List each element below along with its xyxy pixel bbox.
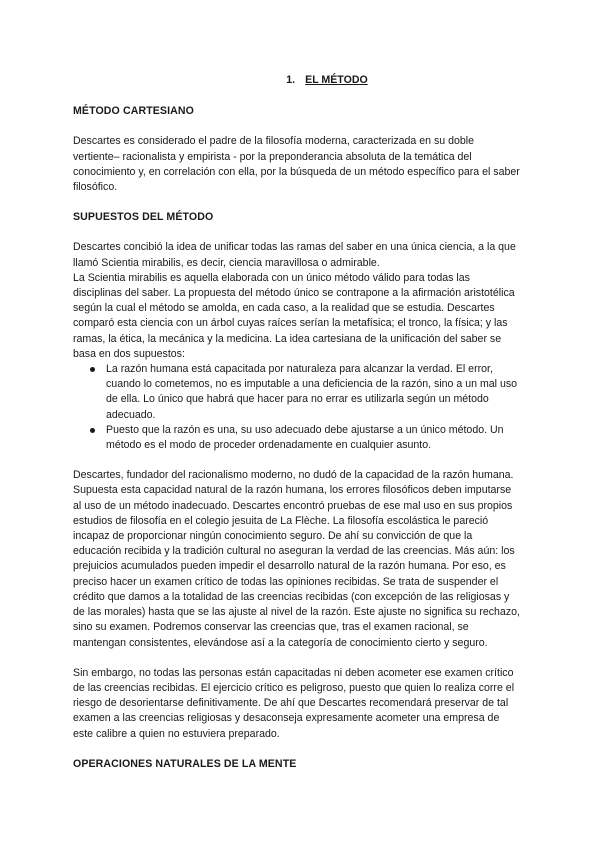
section-heading-supuestos: SUPUESTOS DEL MÉTODO [73, 211, 214, 224]
bullet-icon [90, 367, 95, 372]
document-content [73, 73, 521, 787]
supuestos-bullet-list [73, 362, 521, 453]
list-item [73, 423, 521, 453]
list-item-text: Puesto que la razón es una, su uso adecuado debe ajustarse a un único método. Un método es el modo de proceder ordenadamente en cualquier asunto. [106, 423, 504, 452]
list-item [73, 362, 521, 423]
chapter-number: 1. [286, 74, 296, 86]
paragraph-supuestos-2: La Scientia mirabilis es aquella elaborada con un único método válido para todas las disciplinas del saber. La propuesta del método único se contrapone a la afirmación aristotélica según la cual el método se amolda, en cada caso, a la realidad que se estudia. Descartes comparó esta ciencia con un árbol cuyas raíces serían la metafísica; el tronco, la física; y las ramas, la ética, la mecánica y la medicina. La idea cartesiana de la unificación del saber se basa en dos supuestos: [73, 271, 515, 360]
paragraph-supuestos-3: Descartes, fundador del racionalismo moderno, no dudó de la capacidad de la razón humana. Supuesta esta capacidad natural de la razón humana, los errores filosóficos deben imputarse al uso de un método inadecuado. Descartes encontró pruebas de ese mal uso en sus propios estudios de filosofía en el colegio jesuita de La Flèche. La filosofía escolástica le pareció incapaz de proporcionar ningún conocimiento seguro. De ahí su convicción de que la educación recibida y la tradición cultural no aseguran la verdad de las creencias. Más aún: los prejuicios acumulados pueden impedir el desarrollo natural de la razón humana. Por eso, es preciso hacer un examen crítico de todas las opiniones recibidas. Se trata de suspender el crédito que damos a la totalidad de las creencias recibidas (con excepción de las religiosas y de las morales) hasta que se las ajuste al nivel de la razón. Este ajuste no significa su rechazo, sino su examen. Podremos conservar las creencias que, tras el examen racional, se mantengan consistentes, elevándose así a la categoría de conocimiento cierto y seguro. [73, 469, 520, 649]
paragraph-supuestos-4: Sin embargo, no todas las personas están capacitadas ni deben acometer ese examen crítico de las creencias recibidas. El ejercicio crítico es peligroso, puesto que quien lo realiza corre el riesgo de desorientarse definitivamente. De ahí que Descartes recomendará preservar de tal examen a las creencias religiosas y desaconseja expresamente acometer una empresa de este calibre a quien no estuviera preparado. [73, 666, 515, 740]
section-heading-cartesiano: MÉTODO CARTESIANO [73, 105, 194, 118]
paragraph-cartesiano: Descartes es considerado el padre de la filosofía moderna, caracterizada en su doble vertiente– racionalista y empirista - por la preponderancia absoluta de la temática del conocimiento y, en correlación con ella, por la búsqueda de un método específico para el saber filosófico. [73, 135, 520, 194]
bullet-icon [90, 428, 95, 433]
section-heading-operaciones: OPERACIONES NATURALES DE LA MENTE [73, 757, 297, 770]
chapter-title [73, 73, 521, 88]
chapter-title-text: EL MÉTODO [305, 74, 368, 86]
paragraph-supuestos-1: Descartes concibió la idea de unificar todas las ramas del saber en una única ciencia, a la que llamó Scientia mirabilis, es decir, ciencia maravillosa o admirable. [73, 241, 516, 269]
list-item-text: La razón humana está capacitada por naturaleza para alcanzar la verdad. El error, cuando lo cometemos, no es imputable a una deficiencia de la razón, sino a un mal uso de ella. Lo único que habrá que hacer para no errar es utilizarla según un método adecuado. [106, 363, 518, 421]
